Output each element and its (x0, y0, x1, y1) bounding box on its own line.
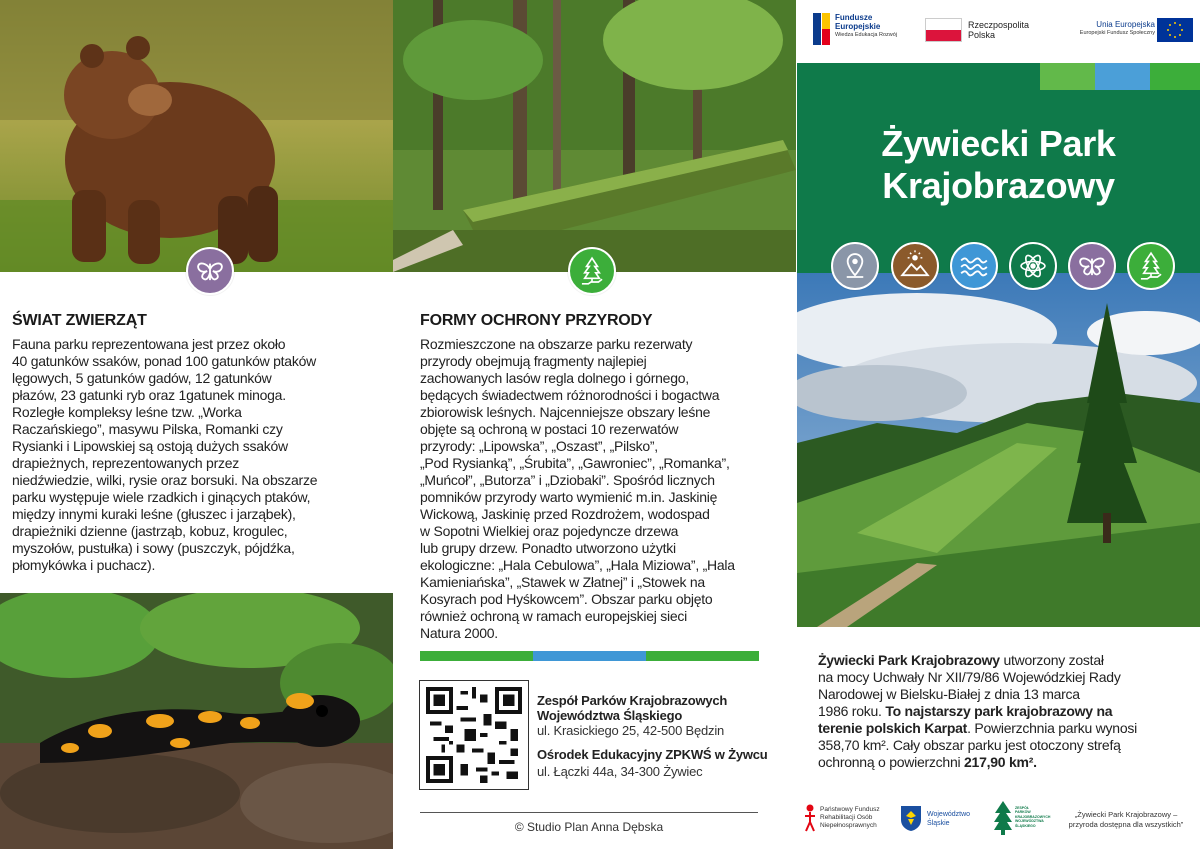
text-line: na mocy Uchwały Nr XII/79/86 Wojewódzkiej Rady (818, 669, 1121, 685)
text-line: zachowanych lasów regla dolnego i górnego, (420, 370, 689, 386)
text-line: drapieżniki dzienne (jastrząb, kobuz, krogulec, (12, 523, 288, 539)
text-line: będących świadectwem różnorodności i bogactwa (420, 387, 720, 403)
text-line: Raczańskiego”, masywu Pilska, Romanki czy (12, 421, 283, 437)
zpk-line1: ZESPÓŁ (1015, 806, 1030, 810)
color-stripe-lightgreen (420, 651, 533, 661)
text-span: 1986 roku. (818, 703, 886, 719)
fe-star-icon (813, 13, 831, 45)
rp-line2: Polska (968, 30, 996, 40)
text-line: lub grupy drzew. Ponadto utworzono użytki (420, 540, 676, 556)
text-line: Wickową, Jaskinię przed Rozdrożem, wodospad (420, 506, 710, 522)
zpk-line4: WOJEWÓDZTWA (1015, 819, 1044, 824)
text-line: Rozległe kompleksy leśne tzw. „Worka (12, 404, 242, 420)
text-line: Natura 2000. (420, 625, 498, 641)
credit-text: © Studio Plan Anna Dębska (514, 820, 664, 834)
text-line: niedźwiedzie, wilki, rysie oraz borsuki. Na obszarze (12, 472, 318, 488)
contact-block (537, 693, 787, 779)
text-line: zbiorowisk leśnych. Najcenniejsze obszary leśne (420, 404, 711, 420)
text-line: przyrody obejmują fragmenty najlepiej (420, 353, 647, 369)
wojewodztwo-slaskie-logo (900, 805, 985, 837)
color-stripe-green (646, 651, 759, 661)
qr-code (419, 680, 529, 790)
tagline-line1: „Żywiecki Park Krajobrazowy – (1074, 810, 1178, 819)
bold-span: Żywiecki Park Krajobrazowy (818, 652, 1000, 668)
polish-flag-icon (925, 18, 962, 42)
bold-span: 217,90 km². (964, 754, 1037, 770)
protection-text (420, 336, 790, 642)
text-line (818, 703, 1188, 720)
text-span: utworzony został (999, 652, 1104, 668)
org1-name-line2: Województwa Śląskiego (537, 708, 683, 723)
title-line1: Żywiecki Park (881, 123, 1116, 164)
color-stripe-blue (533, 651, 646, 661)
bold-span: terenie polskich Karpat (818, 720, 968, 736)
butterfly-icon-2 (1068, 242, 1116, 290)
text-line: Kosyrach pod Hyśkowcem”. Obszar parku objęto (420, 591, 713, 607)
unia-europejska-logo (1051, 18, 1193, 48)
fe-line2: Europejskie (835, 22, 881, 31)
text-line: również ochroną w ramach europejskiej sieci (420, 608, 688, 624)
animals-text (12, 336, 384, 574)
text-line: ekologiczne: „Hala Cebulowa”, „Hala Miziowa”, „Hala (420, 557, 735, 573)
pfron-logo (803, 803, 893, 837)
org1-name-line1: Zespół Parków Krajobrazowych (537, 693, 728, 708)
org2-name: Ośrodek Edukacyjny ZPKWŚ w Żywcu (537, 747, 768, 762)
text-line: płomykówka i puchacz). (12, 557, 156, 573)
zpk-line2: PARKÓW (1015, 810, 1031, 815)
text-line: Kamieniańska”, „Stawek w Złatnej” i „Stowek na (420, 574, 705, 590)
zpk-line3: KRAJOBRAZOWYCH (1015, 814, 1051, 819)
bold-span: To najstarszy park krajobrazowy na (885, 703, 1113, 719)
zpkws-logo (993, 800, 1053, 838)
mountain-sun-icon (891, 242, 939, 290)
text-line: Fauna parku reprezentowana jest przez około (12, 336, 286, 352)
eagle-shield-icon (900, 805, 922, 832)
tagline-line2: przyroda dostępna dla wszystkich” (1068, 820, 1184, 829)
text-line: objęte są ochroną w postaci 10 rezerwatów (420, 421, 679, 437)
header-logo-bar (797, 0, 1200, 63)
text-line: Rozmieszczone na obszarze parku rezerwaty (420, 336, 693, 352)
ue-line2: Europejski Fundusz Społeczny (1079, 30, 1155, 36)
eu-flag-icon (1157, 18, 1193, 42)
slask-line1: Województwo (927, 811, 971, 818)
text-line: między innymi kuraki leśne (głuszec i jarząbek), (12, 506, 296, 522)
atom-icon (1009, 242, 1057, 290)
text-line: pomników przyrody warto wymienić m.in. Jaskinię (420, 489, 718, 505)
text-span: . Powierzchnia parku wynosi (967, 720, 1137, 736)
forest-photo (393, 0, 796, 272)
text-line: Rysianki i Lipowskiej są ostoją dużych ssaków (12, 438, 288, 454)
slask-line2: Śląskie (927, 820, 950, 827)
title-stripe-lightgreen (1040, 63, 1095, 90)
credit-divider (420, 812, 758, 813)
page-title (797, 123, 1200, 207)
text-line: parku występuje wiele rzadkich i ginących ptaków, (12, 489, 311, 505)
title-stripe-blue (1095, 63, 1150, 90)
pfron-line1: Państwowy Fundusz (820, 806, 880, 813)
zpk-line5: ŚLĄSKIEGO (1015, 823, 1036, 828)
org1-address: ul. Krasickiego 25, 42-500 Będzin (537, 723, 725, 738)
text-line: płazów, 23 gatunki ryb oraz 1gatunek minoga. (12, 387, 286, 403)
fundusze-europejskie-logo (813, 13, 913, 47)
title-line2: Krajobrazowy (882, 165, 1115, 206)
mountain-landscape-photo (797, 273, 1200, 627)
location-pin-icon (831, 242, 879, 290)
pfron-figure-icon (803, 803, 817, 833)
title-stripe-green (1150, 63, 1200, 90)
tree-hand-icon (568, 247, 616, 295)
text-span: ochronną o powierzchni (818, 754, 965, 770)
animals-heading: ŚWIAT ZWIERZĄT (12, 312, 147, 329)
butterfly-icon (186, 247, 234, 295)
text-line: przyrody: „Lipowska”, „Oszast”, „Pilsko”, (420, 438, 658, 454)
text-line: Narodowej w Bielsku-Białej z dnia 13 marca (818, 686, 1080, 702)
pfron-line3: Niepełnosprawnych (820, 822, 877, 829)
bear-photo (0, 0, 393, 272)
text-line (818, 720, 1188, 737)
text-line: myszołów, pustułka) i sowy (puszczyk, pójdźka, (12, 540, 295, 556)
text-line: w Sopotni Wielkiej oraz pojedyncze drzewa (420, 523, 679, 539)
about-text (818, 652, 1188, 771)
text-line: lęgowych, 5 gatunków gadów, 12 gatunków (12, 370, 272, 386)
text-line: „Pod Rysianką”, „Śrubita”, „Gawroniec”, „Romanka”, (420, 455, 730, 471)
fe-line1: Fundusze (835, 13, 873, 22)
text-line (818, 754, 1188, 771)
protection-heading: FORMY OCHRONY PRZYRODY (420, 312, 653, 329)
text-line: 358,70 km². Cały obszar parku jest otoczony strefą (818, 737, 1121, 753)
water-waves-icon (950, 242, 998, 290)
pfron-line2: Rehabilitacji Osób (820, 814, 873, 821)
fe-line3: Wiedza Edukacja Rozwój (835, 32, 898, 38)
text-line: „Muńcoł”, „Butorza” i „Dziobaki”. Spośród licznych (420, 472, 715, 488)
salamander-photo (0, 593, 393, 849)
org2-address: ul. Łączki 44a, 34-300 Żywiec (537, 764, 703, 779)
text-line: drapieżnych, reprezentowanych przez (12, 455, 240, 471)
rp-line1: Rzeczpospolita (968, 20, 1030, 30)
tree-hand-icon-2 (1127, 242, 1175, 290)
rzeczpospolita-logo (925, 18, 1045, 48)
text-line: 40 gatunków ssaków, ponad 100 gatunków ptaków (12, 353, 316, 369)
ue-line1: Unia Europejska (1096, 20, 1155, 29)
project-tagline (1058, 810, 1194, 830)
text-line (818, 652, 1188, 669)
zpk-tree-icon (993, 800, 1013, 836)
